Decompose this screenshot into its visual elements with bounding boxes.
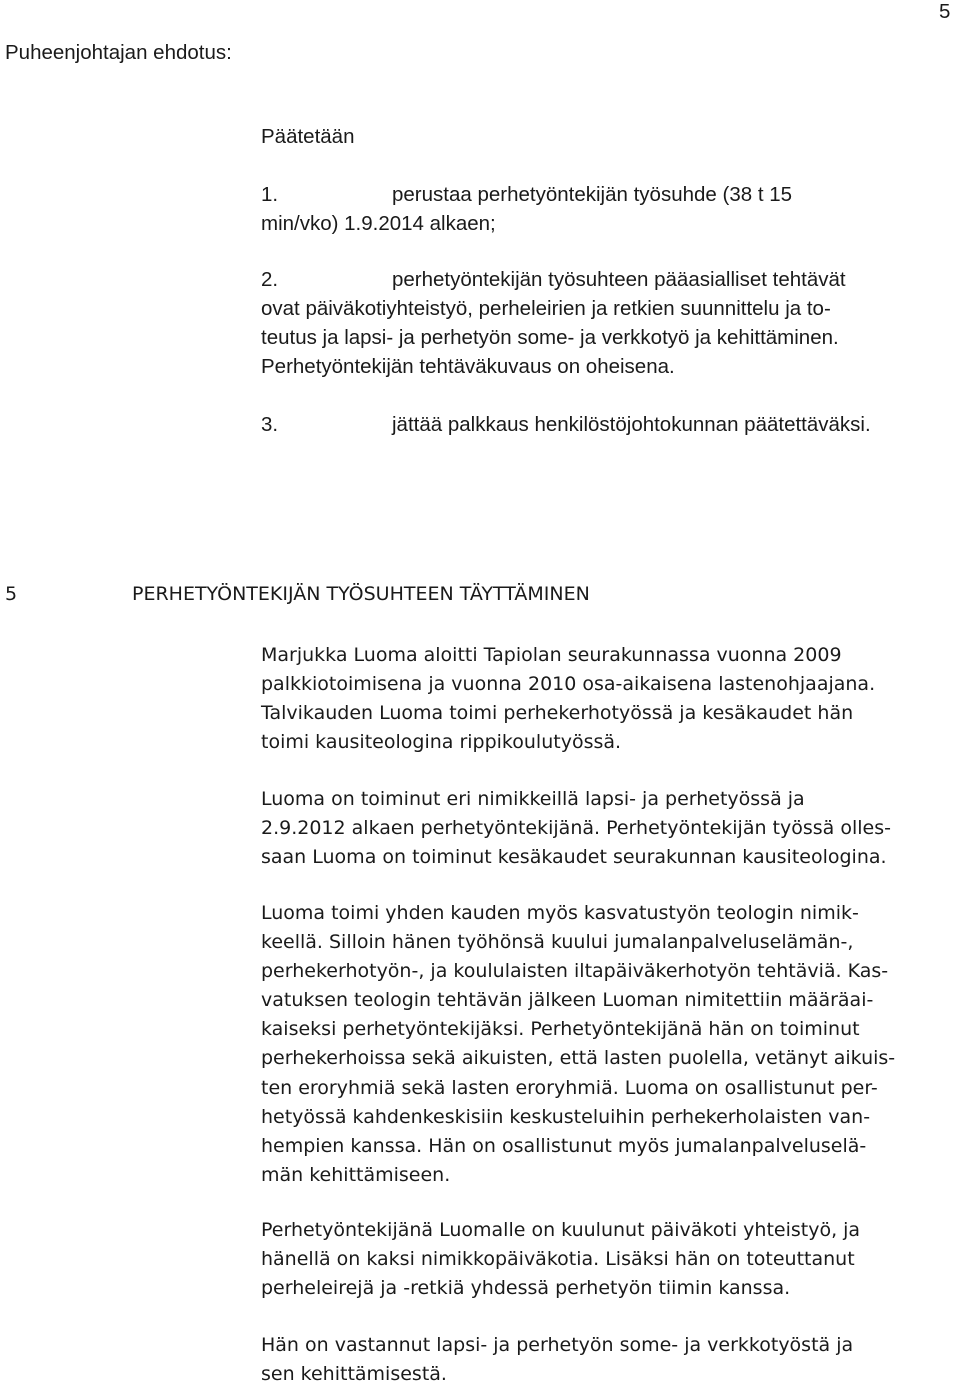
paragraph-line: sen kehittämisestä. [261,1363,447,1386]
paragraph-line: vatuksen teologin tehtävän jälkeen Luoman nimitettiin määräai- [261,989,874,1012]
paragraph-line: kaiseksi perhetyöntekijäksi. Perhetyöntekijänä hän on toiminut [261,1018,860,1041]
paragraph-line: hetyössä kahdenkeskisiin keskusteluihin perhekerholaisten van- [261,1105,871,1128]
item-1-text: perustaa perhetyöntekijän työsuhde (38 t 15 [392,183,793,206]
paragraph-1 [261,641,875,757]
item-2-number: 2. [261,268,279,291]
section-title: PERHETYÖNTEKIJÄN TYÖSUHTEEN TÄYTTÄMINEN [132,583,590,605]
paragraph-2 [261,785,891,872]
paragraph-line: perheleirejä ja -retkiä yhdessä perhetyön tiimin kanssa. [261,1277,791,1300]
paragraph-line: saan Luoma on toiminut kesäkaudet seurakunnan kausiteologina. [261,846,887,869]
paragraph-line: palkkiotoimisena ja vuonna 2010 osa-aikaisena lastenohjaajana. [261,673,876,696]
paragraph-line: perhekerhotyön-, ja koululaisten iltapäiväkerhotyön tehtäviä. Kas- [261,960,889,983]
item-2-continuation: ovat päiväkotiyhteistyö, perheleirien ja retkien suunnittelu ja to- [261,297,831,320]
paragraph-line: toimi kausiteologina rippikoulutyössä. [261,731,622,754]
item-2-continuation: teutus ja lapsi- ja perhetyön some- ja verkkotyö ja kehittäminen. [261,326,839,349]
paragraph-line: Luoma on toiminut eri nimikkeillä lapsi- ja perhetyössä ja [261,788,805,810]
item-2-continuation: Perhetyöntekijän tehtäväkuvaus on oheisena. [261,355,675,378]
item-2-text: perhetyöntekijän työsuhteen pääasialliset tehtävät [392,268,846,291]
paragraph-line: Hän on vastannut lapsi- ja perhetyön some- ja verkkotyöstä ja [261,1334,854,1356]
paragraph-line: män kehittämiseen. [261,1163,451,1186]
paragraph-line: perhekerhoissa sekä aikuisten, että lasten puolella, vetänyt aikuis- [261,1047,896,1070]
paragraph-line: 2.9.2012 alkaen perhetyöntekijänä. Perhetyöntekijän työssä olles- [261,817,891,840]
decided-label: Päätetään [261,125,355,148]
paragraph-4 [261,1216,860,1303]
item-3-text: jättää palkkaus henkilöstöjohtokunnan päätettäväksi. [392,413,871,436]
section-number: 5 [5,583,18,605]
page-number: 5 [939,0,951,23]
paragraph-3 [261,899,895,1190]
paragraph-line: ten eroryhmiä sekä lasten eroryhmiä. Luoma on osallistunut per- [261,1076,878,1099]
item-1-continuation: min/vko) 1.9.2014 alkaen; [261,212,496,235]
paragraph-5 [261,1331,853,1389]
paragraph-line: Luoma toimi yhden kauden myös kasvatustyön teologin nimik- [261,902,859,924]
paragraph-line: Perhetyöntekijänä Luomalle on kuulunut päiväkoti yhteistyö, ja [261,1219,861,1241]
paragraph-line: Marjukka Luoma aloitti Tapiolan seurakunnassa vuonna 2009 [261,644,842,666]
paragraph-line: hempien kanssa. Hän on osallistunut myös jumalanpalveluselä- [261,1134,867,1157]
item-1-number: 1. [261,183,279,206]
paragraph-line: keellä. Silloin hänen työhönsä kuului jumalanpalveluselämän-, [261,931,854,954]
paragraph-line: hänellä on kaksi nimikkopäiväkotia. Lisäksi hän on toteuttanut [261,1248,855,1271]
proposal-heading: Puheenjohtajan ehdotus: [5,41,232,64]
paragraph-line: Talvikauden Luoma toimi perhekerhotyössä ja kesäkaudet hän [261,702,854,725]
item-3-number: 3. [261,413,279,436]
